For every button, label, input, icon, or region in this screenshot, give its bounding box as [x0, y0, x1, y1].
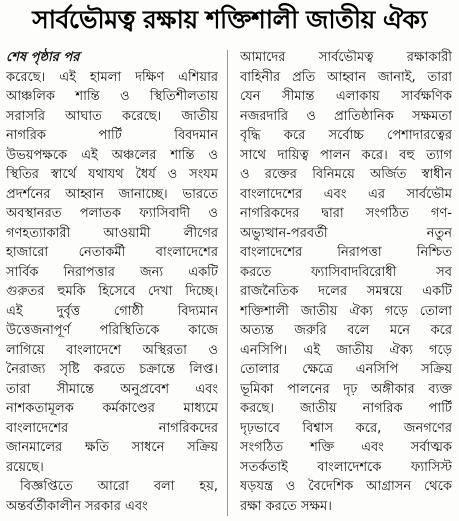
text-line: জানমালের ক্ষতি সাধনে সক্রিয়	[6, 440, 218, 455]
headline: সার্বভৌমত্ব রক্ষায় শক্তিশালী জাতীয় ঐক্য	[32, 4, 427, 34]
text-line: তারা সীমান্তে অনুপ্রবেশ এবং	[6, 381, 218, 397]
text-line: এই দুর্বৃত্ত গোষ্ঠী বিদ্যমান	[6, 303, 218, 319]
text-line: করতে ফ্যাসিবাদবিরোধী সব	[240, 264, 452, 280]
text-line: এনসিপি। এই জাতীয় ঐক্য গড়ে	[240, 342, 452, 358]
text-line: সরাসরি আঘাত করেছে। জাতীয়	[6, 108, 218, 124]
text-line: নাগরিক পার্টি বিবদমান	[6, 128, 218, 143]
text-line: ষড়যন্ত্র ও বৈদেশিক আগ্রাসন থেকে	[240, 479, 452, 494]
text-line: তোলার ক্ষেত্রে এনসিপি সক্রিয়	[240, 362, 452, 377]
text-line: হাজারো নেতাকর্মী বাংলাদেশের	[6, 245, 218, 260]
text-line: বাহিনীর প্রতি আহ্বান জানাই, তারা	[240, 69, 452, 85]
text-line: অভ্যুত্থান-পরবর্তী নতুন	[240, 225, 452, 241]
text-line: করেছে। এই হামলা দক্ষিণ এশিয়ার	[6, 69, 218, 85]
text-line: রাজনৈতিক দলের সমন্বয়ে একটি	[240, 284, 452, 299]
text-line: আঞ্চলিক শান্তি ও স্থিতিশীলতায়	[6, 89, 218, 104]
text-line: অত্যন্ত জরুরি বলে মনে করে	[240, 323, 452, 338]
text-line: গণহত্যাকারী আওয়ামী লীগের	[6, 225, 218, 241]
text-line: গুরুতর হুমকি হিসেবে দেখা দিচ্ছে।	[6, 284, 218, 299]
continuation-kicker: শেষ পৃষ্ঠার পর	[6, 50, 80, 65]
text-line: করছে। জাতীয় নাগরিক পার্টি	[240, 401, 452, 416]
text-line: নৈরাজ্য সৃষ্টি করতে চক্রান্তে লিপ্ত।	[6, 362, 218, 377]
text-line: সংগঠিত শক্তি এবং সর্বাত্মক	[240, 440, 452, 455]
text-line: বাংলাদেশের এবং এর সার্বভৌম	[240, 186, 452, 202]
text-line: নাশকতামূলক কর্মকাণ্ডের মাধ্যমে	[6, 401, 218, 416]
text-line: অন্তর্বর্তীকালীন সরকার এবং	[6, 498, 148, 514]
column-divider	[227, 50, 228, 516]
text-line: রক্ষা করতে সক্ষম।	[240, 498, 332, 514]
text-line: লাগিয়ে বাংলাদেশে অস্থিরতা ও	[6, 342, 218, 358]
text-line: বৃদ্ধি করে সর্বোচ্চ পেশাদারত্বের	[240, 128, 452, 143]
text-line: অবস্থানরত পলাতক ফ্যাসিবাদী ও	[6, 206, 218, 221]
text-line: দৃঢ়ভাবে বিশ্বাস করে, জনগণের	[240, 420, 452, 436]
text-line: বাংলাদেশের নাগরিকদের	[6, 420, 218, 436]
article-column-left	[6, 48, 218, 521]
text-line: উভয়পক্ষকে এই অঞ্চলের শান্তি ও	[6, 147, 218, 163]
text-line: স্থিতির স্বার্থে যথাযথ ধৈর্য ও সংযম	[6, 167, 218, 182]
text-line: প্রদর্শনের আহ্বান জানাচ্ছে। ভারতে	[6, 186, 218, 202]
text-line: ও রক্তের বিনিময়ে অর্জিত স্বাধীন	[240, 167, 452, 182]
article-column-right	[240, 48, 452, 521]
text-line: শক্তিশালী জাতীয় ঐক্য গড়ে তোলা	[240, 303, 452, 319]
text-line: ভূমিকা পালনের দৃঢ় অঙ্গীকার ব্যক্ত	[240, 381, 452, 397]
text-line: সার্বিক নিরাপত্তার জন্য একটি	[6, 264, 218, 280]
text-line: বাংলাদেশের নিরাপত্তা নিশ্চিত	[240, 245, 452, 260]
text-line: আমাদের সার্বভৌমত্ব রক্ষাকারী	[240, 50, 452, 65]
text-line: সতর্কতাই বাংলাদেশকে ফ্যাসিস্ট	[240, 459, 452, 475]
text-line: রয়েছে।	[6, 459, 44, 475]
text-line: সাথে দায়িত্ব পালন করে। বহু ত্যাগ	[240, 147, 452, 163]
text-line: যেন সীমান্ত এলাকায় সার্বক্ষণিক	[240, 89, 452, 104]
text-line: বিজ্ঞপ্তিতে আরো বলা হয়,	[20, 479, 218, 494]
text-line: নজরদারি ও প্রাতিষ্ঠানিক সক্ষমতা	[240, 108, 452, 124]
text-line: উত্তেজনাপূর্ণ পরিস্থিতিকে কাজে	[6, 323, 218, 338]
text-line: নাগরিকদের দ্বারা সংগঠিত গণ-	[240, 206, 452, 221]
